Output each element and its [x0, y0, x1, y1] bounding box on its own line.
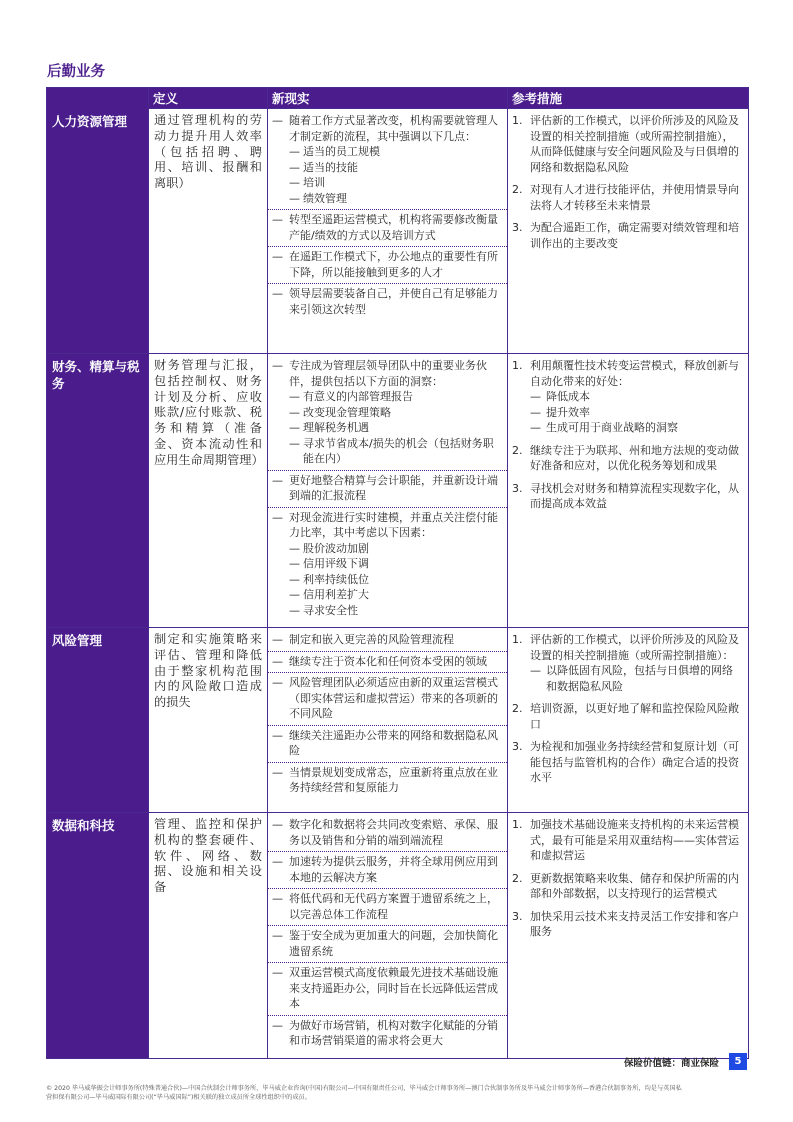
sub-item: — 生成可用于商业战略的洞察 [530, 421, 678, 434]
sub-item-text: 生成可用于商业战略的洞察 [546, 421, 678, 434]
dash-marker: — [272, 1018, 283, 1032]
new-reality-item [268, 1016, 507, 1052]
dash-marker: — [272, 510, 283, 524]
measure-item [508, 869, 748, 907]
dash-marker: — [272, 929, 283, 942]
definition-cell: 通过管理机构的劳动力提升用人效率（包括招聘、聘用、培训、报酬和离职） [149, 109, 268, 354]
new-reality-text: 制定和嵌入更完善的风险管理流程 [289, 633, 454, 646]
page-footer [624, 1053, 747, 1070]
measure-item [508, 699, 748, 737]
new-reality-item [268, 508, 507, 622]
new-reality-item [268, 247, 507, 284]
sub-item: — 信用利差扩大 [289, 588, 369, 601]
table-header-row [47, 88, 749, 109]
sub-item: — 提升效率 [530, 405, 590, 419]
new-reality-item [268, 630, 507, 652]
measure-text: 加强技术基础设施来支持机构的未来运营模式，最有可能是采用双重结构——实体营运和虚拟营运 [530, 818, 739, 862]
sub-item: — 有意义的内部管理报告 [289, 390, 413, 403]
header-corner [47, 88, 149, 109]
new-reality-item [268, 726, 507, 763]
sub-item-text: 信用评级下调 [303, 557, 369, 570]
category-cell: 数据和科技 [47, 813, 149, 1059]
dash-marker: — [272, 765, 283, 779]
new-reality-cell [268, 109, 508, 354]
new-reality-item [268, 815, 507, 852]
header-measures: 参考措施 [508, 88, 749, 109]
new-reality-item [268, 926, 507, 963]
measures-cell [508, 813, 749, 1059]
sub-item-text: 有意义的内部管理报告 [303, 390, 413, 403]
sub-item: — 绩效管理 [289, 191, 347, 205]
new-reality-text: 双重运营模式高度依赖最先进技术基础设施来支持遥距办公，同时旨在长远降低运营成本 [289, 966, 498, 1010]
new-reality-text: 鉴于安全成为更加重大的问题，会加快简化遗留系统 [289, 929, 498, 958]
header-definition: 定义 [149, 88, 268, 109]
new-reality-text: 更好地整合精算与会计职能，并重新设计端到端的汇报流程 [289, 473, 498, 502]
new-reality-text: 为做好市场营销，机构对数字化赋能的分销和市场营销渠道的需求将会更大 [289, 1018, 498, 1047]
sub-item: — 适当的技能 [289, 160, 358, 174]
sub-item-text: 提升效率 [546, 405, 590, 419]
dash-marker: — [272, 213, 283, 226]
sub-item-text: 适当的技能 [303, 160, 358, 174]
sub-item: — 信用评级下调 [289, 557, 369, 570]
new-reality-cell [268, 813, 508, 1059]
sub-item: — 寻求节省成本/损失的机会（包括财务职能在内） [289, 436, 501, 467]
sub-item-text: 绩效管理 [303, 191, 347, 205]
new-reality-item [268, 673, 507, 726]
measure-item [508, 180, 748, 218]
measure-number: 3. [512, 740, 523, 753]
measure-text: 利用颠覆性技术转变运营模式，释放创新与自动化带来的好处： [530, 359, 739, 388]
measure-text: 更新数据策略来收集、储存和保护所需的内部和外部数据，以支持现行的运营模式 [530, 871, 739, 900]
dash-marker: — [272, 359, 283, 372]
measure-item [508, 815, 748, 869]
new-reality-text: 随着工作方式显著改变，机构需要就管理人才制定新的流程，其中强调以下几点： [289, 114, 498, 143]
measure-text: 评估新的工作模式，以评价所涉及的风险及设置的相关控制措施（或所需控制措施）： [530, 633, 739, 662]
measure-item [508, 479, 748, 517]
sub-item: — 培训 [289, 176, 325, 189]
sub-item-text: 寻求节省成本/损失的机会（包括财务职能在内） [303, 436, 494, 465]
new-reality-text: 数字化和数据将会共同改变索赔、承保、服务以及销售和分销的端到端流程 [289, 818, 498, 847]
sub-item-text: 改变现金管理策略 [303, 405, 391, 419]
table-row [47, 354, 749, 628]
measure-item [508, 356, 748, 441]
dash-marker: — [272, 114, 283, 127]
new-reality-text: 领导层需要装备自己，并使自己有足够能力来引领这次转型 [289, 287, 498, 316]
measure-number: 1. [512, 818, 523, 831]
new-reality-item [268, 652, 507, 674]
sub-item-text: 培训 [303, 176, 325, 189]
measure-number: 2. [512, 183, 523, 196]
new-reality-item [268, 356, 507, 471]
measure-number: 2. [512, 443, 523, 457]
category-cell: 人力资源管理 [47, 109, 149, 354]
sub-item: — 适当的员工规模 [289, 145, 380, 158]
sub-item-text: 寻求安全性 [303, 603, 358, 617]
measure-number: 3. [512, 481, 523, 495]
measure-number: 3. [512, 221, 523, 234]
definition-cell: 管理、监控和保护机构的整套硬件、软件、网络、数据、设施和相关设备 [149, 813, 268, 1059]
measure-number: 3. [512, 909, 523, 923]
new-reality-text: 将低代码和无代码方案置于遗留系统之上，以完善总体工作流程 [289, 892, 498, 921]
sub-item: — 改变现金管理策略 [289, 405, 391, 419]
category-cell: 风险管理 [47, 628, 149, 813]
new-reality-text: 继续专注于资本化和任何资本受困的领域 [289, 654, 487, 668]
measure-text: 加快采用云技术来支持灵活工作安排和客户服务 [530, 909, 739, 938]
dash-marker: — [272, 654, 283, 668]
measure-text: 寻找机会对财务和精算流程实现数字化，从而提高成本效益 [530, 481, 739, 510]
dash-marker: — [272, 728, 283, 742]
new-reality-text: 风险管理团队必须适应由新的双重运营模式（即实体营运和虚拟营运）带来的各项新的不同风险 [289, 676, 498, 720]
sub-item: — 利率持续低位 [289, 572, 369, 586]
dash-marker: — [272, 966, 283, 979]
new-reality-item [268, 889, 507, 926]
section-title: 后勤业务 [47, 64, 105, 80]
measure-text: 继续专注于为联邦、州和地方法规的变动做好准备和应对，以优化税务筹划和成果 [530, 443, 739, 472]
measure-text: 对现有人才进行技能评估，并使用情景导向法将人才转移至未来情景 [530, 183, 739, 212]
measure-text: 为配合遥距工作，确定需要对绩效管理和培训作出的主要改变 [530, 221, 739, 250]
table-row [47, 628, 749, 813]
new-reality-cell [268, 628, 508, 813]
measure-number: 2. [512, 702, 523, 715]
measure-text: 培训资源，以更好地了解和监控保险风险敞口 [530, 702, 739, 731]
measure-text: 评估新的工作模式，以评价所涉及的风险及设置的相关控制措施（或所需控制措施），从而降低健康与安全问题风险及与日俱增的网络和数据隐私风险 [530, 114, 739, 174]
new-reality-text: 对现金流进行实时建模，并重点关注偿付能力比率，其中考虑以下因素： [289, 510, 498, 539]
measure-item [508, 218, 748, 256]
table-row [47, 813, 749, 1059]
sub-item: — 以降低固有风险，包括与日俱增的网络和数据隐私风险 [530, 663, 742, 694]
measure-item [508, 630, 748, 699]
sub-item: — 寻求安全性 [289, 603, 358, 617]
dash-marker: — [272, 855, 283, 868]
new-reality-item [268, 284, 507, 320]
measure-number: 2. [512, 871, 523, 885]
new-reality-item [268, 471, 507, 508]
copyright-notice: © 2020 毕马威华振会计师事务所(特殊普通合伙)—中国合伙制会计师事务所，毕马威企业咨询(中国)有限公司—中国有限责任公司，毕马威会计师事务所—澳门合伙制事务所及毕马威会计师事务所—香港合伙制事务所，均是与英国私营担保有限公司—毕马威国际有限公司(“毕马威国际”)相关联的独立成员所全球性组织中的成员。 [46, 1085, 682, 1101]
dash-marker: — [272, 250, 283, 263]
sub-item-text: 利率持续低位 [303, 572, 369, 586]
new-reality-text: 当情景规划变成常态，应重新将重点放在业务持续经营和复原能力 [289, 765, 498, 794]
new-reality-item [268, 763, 507, 799]
dash-marker: — [272, 633, 283, 646]
sub-item-text: 降低成本 [546, 390, 590, 403]
measure-number: 1. [512, 114, 523, 127]
measure-item [508, 441, 748, 479]
dash-marker: — [272, 892, 283, 905]
measures-cell [508, 628, 749, 813]
new-reality-text: 加速转为提供云服务，并将全球用例应用到本地的云解决方案 [289, 855, 498, 884]
dash-marker: — [272, 818, 283, 831]
new-reality-item [268, 210, 507, 247]
footer-label: 保险价值链：商业保险 [623, 1057, 719, 1069]
measure-item [508, 907, 748, 945]
category-cell: 财务、精算与税务 [47, 354, 149, 628]
sub-item-text: 信用利差扩大 [303, 588, 369, 601]
measure-item [508, 737, 748, 791]
sub-item: — 降低成本 [530, 390, 590, 403]
measures-cell [508, 354, 749, 628]
sub-item-text: 股价波动加剧 [303, 541, 369, 555]
new-reality-item [268, 111, 507, 210]
measure-item [508, 111, 748, 180]
sub-item-text: 以降低固有风险，包括与日俱增的网络和数据隐私风险 [546, 664, 733, 693]
page-number: 5 [729, 1053, 747, 1070]
dash-marker: — [272, 676, 283, 689]
sub-item-text: 适当的员工规模 [303, 145, 380, 158]
table-row [47, 109, 749, 354]
sub-item: — 理解税务机遇 [289, 421, 369, 434]
new-reality-item [268, 852, 507, 889]
new-reality-text: 在遥距工作模式下，办公地点的重要性有所下降，所以能接触到更多的人才 [289, 250, 498, 279]
new-reality-text: 继续关注遥距办公带来的网络和数据隐私风险 [289, 728, 498, 757]
header-new-reality: 新现实 [268, 88, 508, 109]
dash-marker: — [272, 287, 283, 300]
measures-cell [508, 109, 749, 354]
measure-text: 为检视和加强业务持续经营和复原计划（可能包括与监管机构的合作）确定合适的投资水平 [530, 740, 739, 784]
new-reality-text: 专注成为管理层领导团队中的重要业务伙伴，提供包括以下方面的洞察： [289, 359, 487, 388]
dash-marker: — [272, 473, 283, 487]
new-reality-item [268, 963, 507, 1016]
sub-item: — 股价波动加剧 [289, 541, 369, 555]
definition-cell: 制定和实施策略来评估、管理和降低由于整家机构范围内的风险敞口造成的损失 [149, 628, 268, 813]
sub-item-text: 理解税务机遇 [303, 421, 369, 434]
new-reality-cell [268, 354, 508, 628]
new-reality-text: 转型至遥距运营模式，机构将需要修改衡量产能/绩效的方式以及培训方式 [289, 213, 498, 242]
measure-number: 1. [512, 359, 523, 372]
logistics-table [46, 87, 749, 1059]
definition-cell: 财务管理与汇报，包括控制权、财务计划及分析、应收账款/应付账款、税务和精算（准备金、资本流动性和应用生命周期管理） [149, 354, 268, 628]
measure-number: 1. [512, 633, 523, 646]
